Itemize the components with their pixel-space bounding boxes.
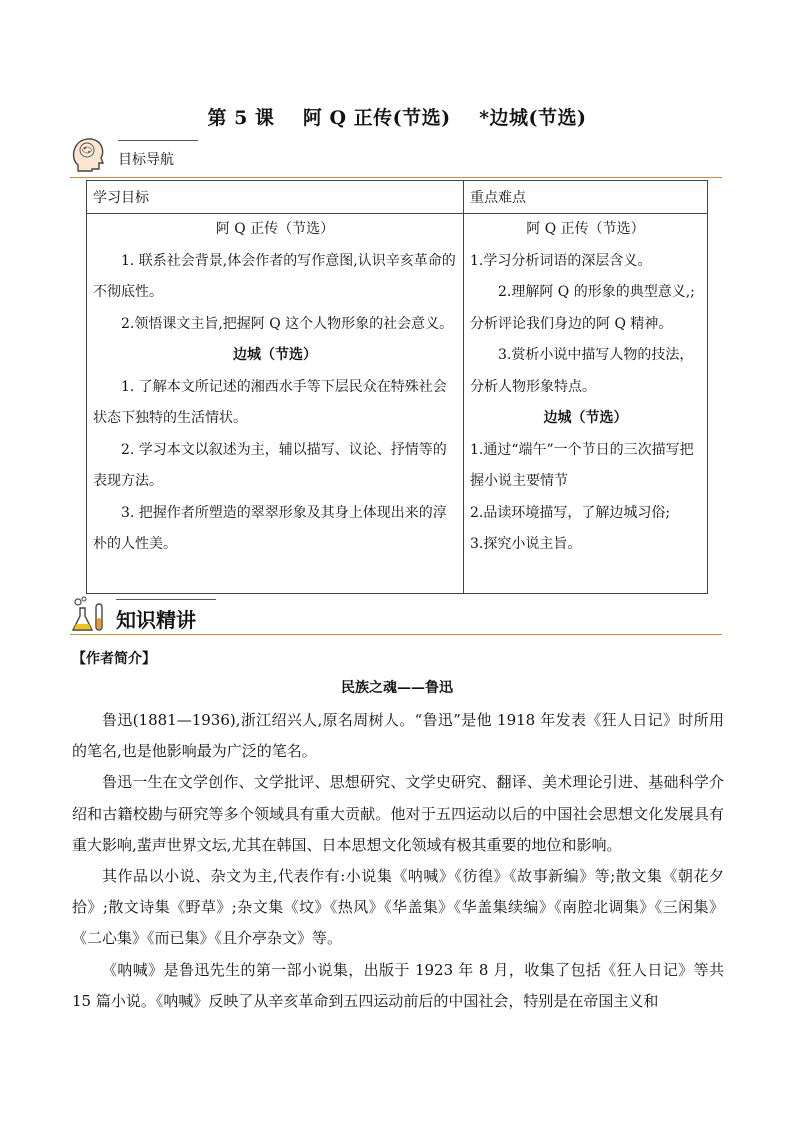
knowledge-header — [70, 596, 722, 638]
author-bracket-heading: 【作者简介】 — [72, 651, 156, 667]
author-subtitle: 民族之魂——鲁迅 — [341, 680, 453, 696]
keypoint-item: 边城（节选） — [543, 410, 628, 426]
goal-nav-header — [70, 135, 722, 179]
goal-item: 1. 联系社会背景,体会作者的写作意图,认识辛亥革命的不彻底性。 — [93, 252, 456, 300]
goal-item: 边城（节选） — [233, 347, 317, 363]
keypoint-item: 3.探究小说主旨。 — [470, 536, 582, 552]
keypoint-item: 1.学习分析词语的深层含义。 — [470, 252, 652, 269]
goal-item: 2. 学习本文以叙述为主，辅以描写、议论、抒情等的表现方法。 — [93, 441, 447, 489]
keypoint-item: 3.赏析小说中描写人物的技法，分析人物形象特点。 — [470, 347, 694, 395]
table-body-row — [87, 214, 708, 594]
goal-item: 3. 把握作者所塑造的翠翠形象及其身上体现出来的淳朴的人性美。 — [93, 504, 447, 552]
col-header-goals: 学习目标 — [87, 181, 464, 214]
article-paragraph: 鲁迅(1881—1936),浙江绍兴人,原名周树人。“鲁迅”是他 1918 年发表《狂人日记》时所用的笔名,也是他影响最为广泛的笔名。 — [72, 711, 724, 761]
article-paragraph: 其作品以小说、杂文为主,代表作有:小说集《呐喊》《彷徨》《故事新编》等;散文集《朝花夕拾》;散文诗集《野草》;杂文集《坟》《热风》《华盖集》《华盖集续编》《南腔北调集》《三闲集》《二心集》《而已集》《且介亭杂文》等。 — [72, 867, 724, 948]
goals-table — [86, 180, 708, 594]
goal-nav-label: 目标导航 — [118, 152, 174, 168]
page-title: 第 5 课 阿 Q 正传(节选) *边城(节选) — [207, 107, 587, 129]
author-article — [72, 705, 724, 1017]
keypoint-item: 2.品读环境描写，了解边城习俗; — [470, 504, 671, 521]
goal-item: 阿 Q 正传（节选） — [215, 221, 335, 237]
knowledge-label: 知识精讲 — [116, 608, 196, 632]
lab-flask-icon — [70, 596, 110, 634]
article-paragraph: 鲁迅一生在文学创作、文学批评、思想研究、文学史研究、翻译、美术理论引进、基础科学介绍和古籍校勘与研究等多个领域具有重大贡献。他对于五四运动以后的中国社会思想文化发展具有重大影响,蜚声世界文坛,尤其在韩国、日本思想文化领域有极其重要的地位和影响。 — [72, 773, 724, 854]
keypoints-cell — [464, 214, 708, 594]
keypoint-item: 2.理解阿 Q 的形象的典型意义,;分析评论我们身边的阿 Q 精神。 — [470, 284, 695, 332]
head-brain-icon — [70, 135, 108, 175]
keypoint-item: 阿 Q 正传（节选） — [526, 221, 645, 237]
col-header-keypoints: 重点难点 — [464, 181, 708, 214]
keypoint-item: 1.通过“端午”一个节日的三次描写把握小说主要情节 — [470, 441, 694, 489]
article-paragraph: 《呐喊》是鲁迅先生的第一部小说集，出版于 1923 年 8 月，收集了包括《狂人日记》等共 15 篇小说。《呐喊》反映了从辛亥革命到五四运动前后的中国社会，特别是在帝国主义和 — [72, 960, 724, 1010]
goal-item: 2.领悟课文主旨,把握阿 Q 这个人物形象的社会意义。 — [121, 315, 454, 332]
goal-item: 1. 了解本文所记述的湘西水手等下层民众在特殊社会状态下独特的生活情状。 — [93, 378, 447, 426]
table-header-row — [87, 181, 708, 214]
goals-cell — [87, 214, 464, 594]
